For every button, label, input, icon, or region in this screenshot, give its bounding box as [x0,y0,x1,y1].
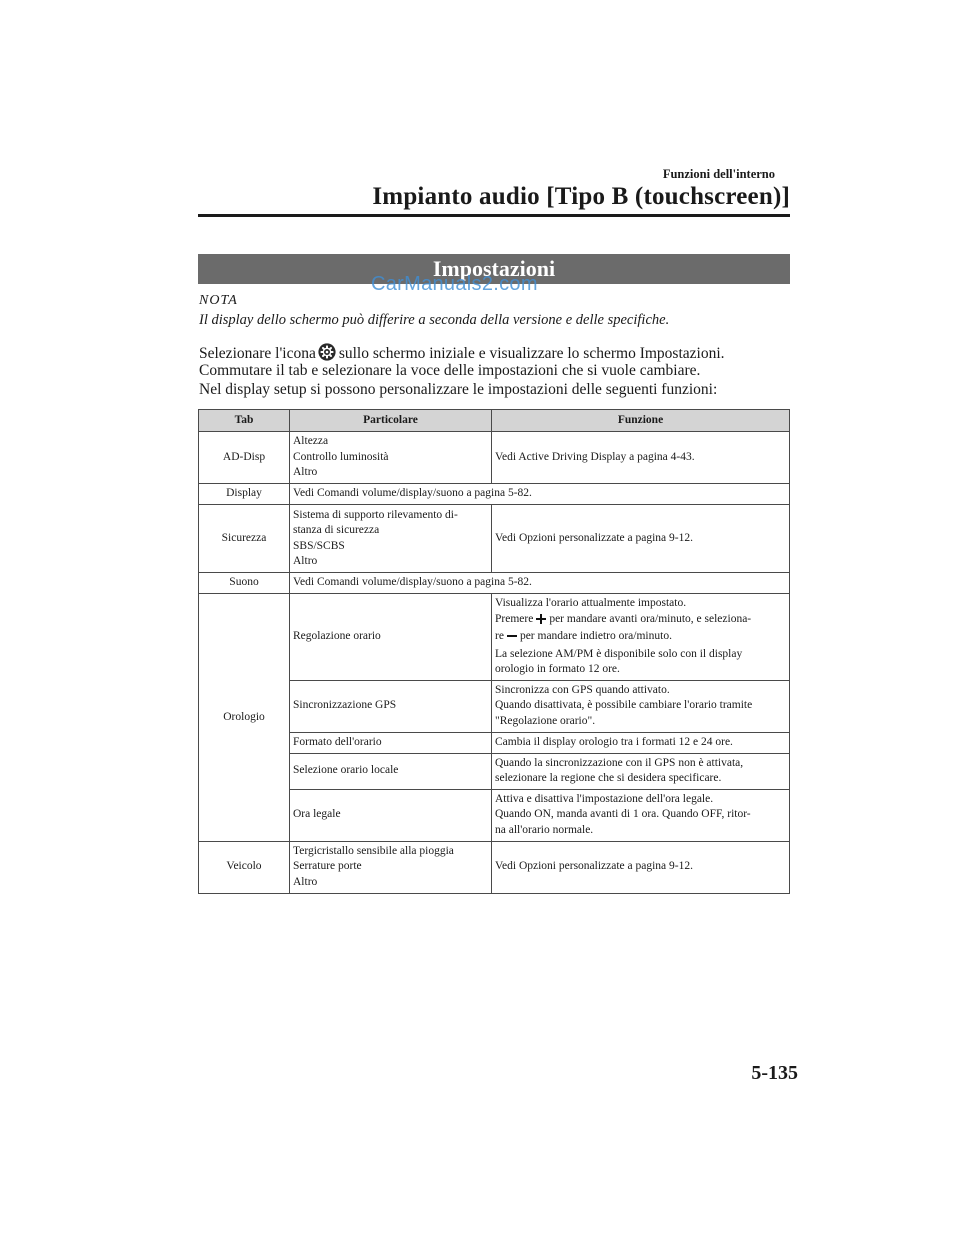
part-line: Altro [293,466,318,479]
part-cell-locale: Selezione orario locale [290,753,492,789]
part-cell-legale: Ora legale [290,789,492,841]
func-text: per mandare avanti ora/minuto, e seleziona- [549,612,752,625]
func-line [495,629,786,647]
page-number: 5-135 [751,1062,798,1084]
header-section-label: Funzioni dell'interno [662,167,775,181]
func-line: selezionare la regione che si desidera specificare. [495,772,722,784]
gear-icon [318,343,336,361]
func-line: "Regolazione orario". [495,714,596,727]
nota-text: Il display dello schermo può differire a seconda della versione e delle specifiche. [199,312,670,328]
func-text: re [495,630,504,642]
table-header-row [199,410,790,432]
column-header-particolare: Particolare [290,410,492,432]
tab-cell-orologio: Orologio [199,594,290,842]
part-cell-addisp [290,432,492,484]
func-text: per mandare indietro ora/minuto. [519,630,672,642]
watermark: CarManuals2.com [371,273,538,295]
body-line-1-after: sullo schermo iniziale e visualizzare lo schermo Impostazioni. [338,345,725,362]
func-line [495,612,786,630]
func-line: orologio in formato 12 ore. [495,663,620,675]
section-banner-title: Impostazioni [432,256,556,281]
nota-title: NOTA [199,293,238,308]
part-cell-regolazione: Regolazione orario [290,594,492,681]
part-line: Altro [293,555,318,567]
part-line: stanza di sicurezza [293,524,380,536]
settings-table [198,409,790,894]
part-line: SBS/SCBS [293,539,345,552]
part-line: Controllo luminosità [293,450,389,463]
table-row-sicurezza [199,505,790,573]
tab-cell-display: Display [199,484,290,505]
minus-icon [507,631,517,647]
table-row-addisp [199,432,790,484]
func-line: Visualizza l'orario attualmente impostato. [495,597,687,609]
table-row-display [199,484,790,505]
column-header-funzione: Funzione [492,410,790,432]
func-line: Quando disattivata, è possibile cambiare l'orario tramite [495,699,753,712]
table-row-regolazione [199,594,790,681]
func-cell-sicurezza: Vedi Opzioni personalizzate a pagina 9-12. [492,505,790,573]
body-line-1 [199,343,725,363]
func-cell-display: Vedi Comandi volume/display/suono a pagina 5-82. [290,484,790,505]
func-cell-legale [492,789,790,841]
body-line-1-before: Selezionare l'icona [199,345,316,362]
part-cell-gps: Sincronizzazione GPS [290,680,492,732]
part-line: Altro [293,875,318,888]
func-line: Attiva e disattiva l'impostazione dell'ora legale. [495,792,714,805]
func-cell-gps [492,680,790,732]
func-cell-formato: Cambia il display orologio tra i formati 12 e 24 ore. [492,732,790,753]
plus-icon [536,614,546,630]
func-cell-suono: Vedi Comandi volume/display/suono a pagina 5-82. [290,573,790,594]
header-rule [198,214,790,217]
func-line: La selezione AM/PM è disponibile solo con il display [495,647,743,660]
tab-cell-suono: Suono [199,573,290,594]
header-title: Impianto audio [Tipo B (touchscreen)] [372,183,790,210]
func-line: Sincronizza con GPS quando attivato. [495,683,670,696]
func-cell-addisp: Vedi Active Driving Display a pagina 4-43. [492,432,790,484]
column-header-tab: Tab [199,410,290,432]
part-line: Sistema di supporto rilevamento di- [293,508,458,521]
tab-cell-veicolo: Veicolo [199,841,290,893]
part-cell-formato: Formato dell'orario [290,732,492,753]
part-line: Serrature porte [293,860,362,873]
table-row-suono [199,573,790,594]
func-line: Quando ON, manda avanti di 1 ora. Quando OFF, ritor- [495,808,751,821]
body-line-2: Commutare il tab e selezionare la voce delle impostazioni che si vuole cambiare. [199,362,701,379]
body-line-3: Nel display setup si possono personalizzare le impostazioni delle seguenti funzioni: [199,381,718,398]
tab-cell-sicurezza: Sicurezza [199,505,290,573]
func-cell-regolazione [492,594,790,681]
func-cell-veicolo: Vedi Opzioni personalizzate a pagina 9-12. [492,841,790,893]
func-cell-locale [492,753,790,789]
func-line: Quando la sincronizzazione con il GPS non è attivata, [495,756,744,769]
part-cell-veicolo [290,841,492,893]
part-line: Tergicristallo sensibile alla pioggia [293,844,454,857]
part-cell-sicurezza [290,505,492,573]
table-row-veicolo [199,841,790,893]
func-text: Premere [495,612,534,625]
tab-cell-addisp: AD-Disp [199,432,290,484]
part-line: Altezza [293,435,329,448]
func-line: na all'orario normale. [495,823,594,836]
